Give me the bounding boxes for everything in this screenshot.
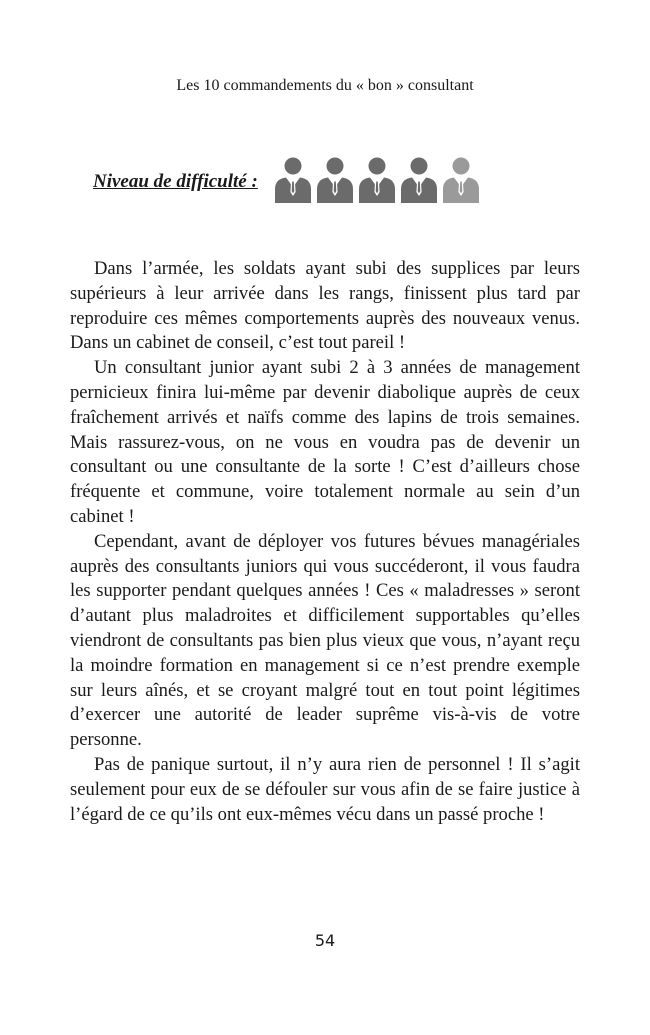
- businessman-icon: [316, 156, 354, 204]
- chapter-body: [70, 257, 580, 827]
- paragraph: Cependant, avant de déployer vos futures bévues managériales auprès des consultants juniors qui vous succéderont, il vous faudra les supporter pendant quelques années ! Ces « maladresses » seront d’autant plus maladroites et difficilement supportables qu’elles viendront de consultants pas bien plus vieux que vous, n’ayant reçu la moindre formation en management si ce n’est prendre exemple sur leurs aînés, et se croyant malgré tout en tout point légitimes d’exercer une autorité de leader suprême vis-à-vis de votre personne.: [70, 530, 580, 751]
- businessman-icon: [442, 156, 480, 204]
- businessman-icon: [400, 156, 438, 204]
- running-header: Les 10 commandements du « bon » consultant: [176, 77, 474, 94]
- difficulty-icons: [274, 156, 484, 204]
- businessman-icon: [358, 156, 396, 204]
- paragraph: Un consultant junior ayant subi 2 à 3 années de management pernicieux finira lui-même par devenir diabolique auprès de ceux fraîchement arrivés et naïfs comme des lapins de trois semaines. Mais rassurez-vous, on ne vous en voudra pas de devenir un consultant ou une consultante de la sorte ! C’est d’ailleurs chose fréquente et commune, voire totalement normale au sein d’un cabinet !: [70, 357, 580, 527]
- paragraph: Pas de panique surtout, il n’y aura rien de personnel ! Il s’agit seulement pour eux de se défouler sur vous afin de se faire justice à l’égard de ce qu’ils ont eux-mêmes vécu dans un passé proche !: [70, 753, 580, 825]
- difficulty-rating: [93, 160, 484, 204]
- paragraph: Dans l’armée, les soldats ayant subi des supplices par leurs supérieurs à leur arrivée dans les rangs, finissent plus tard par reproduire ces mêmes comportements auprès des nouveaux venus. Dans un cabinet de conseil, c’est tout pareil !: [70, 258, 580, 354]
- page-number: 54: [314, 931, 336, 950]
- difficulty-label: Niveau de difficulté :: [93, 171, 258, 192]
- businessman-icon: [274, 156, 312, 204]
